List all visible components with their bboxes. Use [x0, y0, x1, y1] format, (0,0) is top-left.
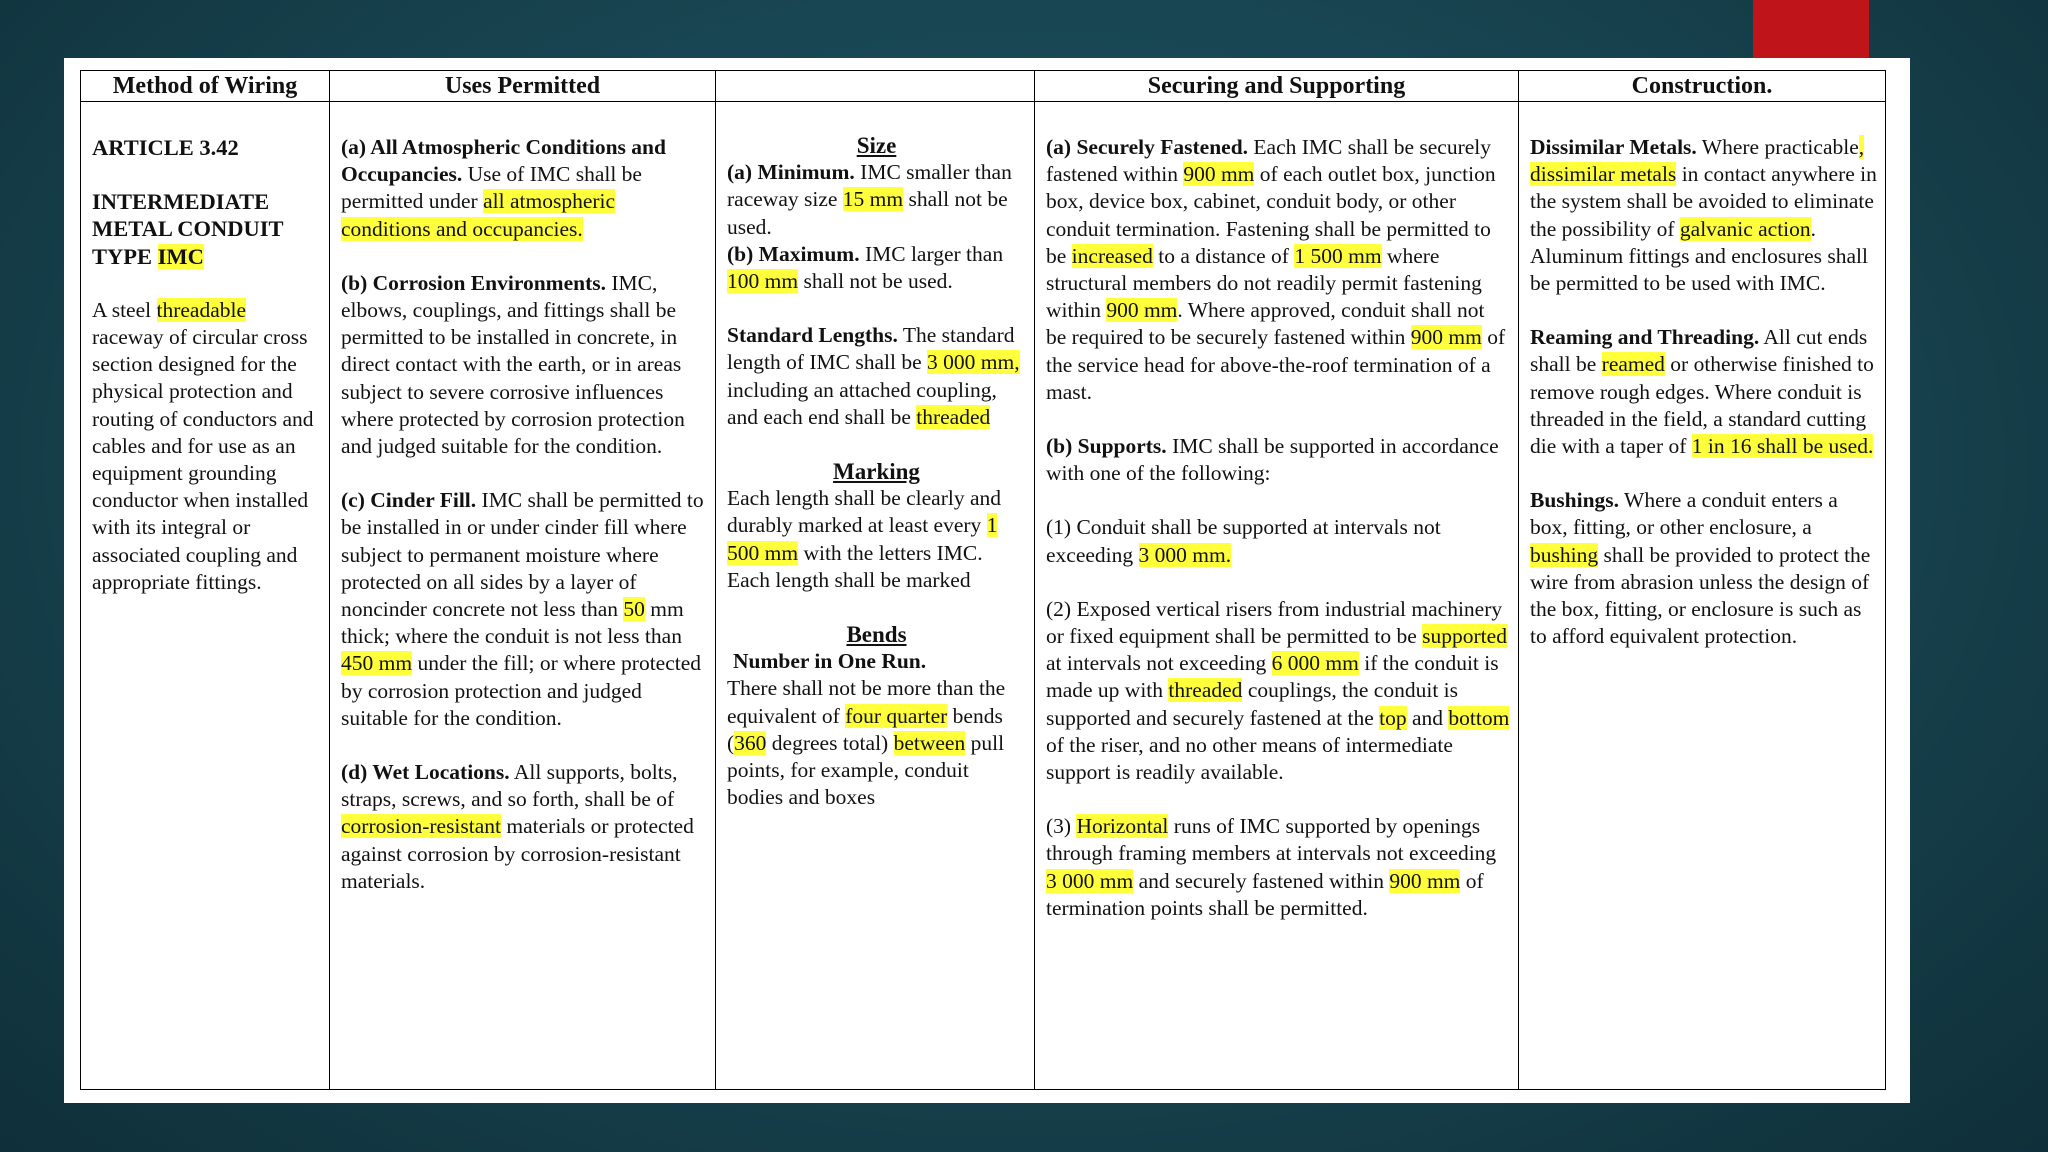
highlight: 15 mm	[842, 187, 904, 212]
header-securing-and-supporting: Securing and Supporting	[1035, 71, 1519, 102]
highlight: 360	[734, 730, 767, 755]
highlight: bottom	[1448, 705, 1510, 730]
wiring-methods-table	[80, 70, 1886, 1090]
table-header-row	[81, 71, 1886, 102]
article-title: INTERMEDIATE METAL CONDUIT TYPE IMC	[92, 189, 284, 269]
highlight: 3 000 mm,	[927, 350, 1020, 375]
bushings: Bushings. Where a conduit enters a box, fitting, or other enclosure, a bushing shall be provided to protect the wire from abrasion unless the design of the box, fitting, or enclosure is such as to afford equivalent protection.	[1530, 488, 1871, 649]
highlight: IMC	[157, 243, 204, 269]
highlight: 900 mm	[1183, 162, 1255, 187]
size-heading: Size	[856, 133, 897, 158]
highlight: 900 mm	[1106, 298, 1178, 323]
highlight: 6 000 mm	[1271, 651, 1359, 676]
highlight: 1 500 mm	[727, 513, 998, 565]
highlight: 3 000 mm	[1046, 868, 1134, 893]
highlight: threadable	[156, 297, 247, 322]
highlight: threaded	[1168, 678, 1243, 703]
uses-wet-locations: (d) Wet Locations. All supports, bolts, straps, screws, and so forth, shall be of corrosion-resistant materials or protected against corrosion by corrosion-resistant materials.	[341, 760, 694, 893]
highlight: reamed	[1601, 352, 1665, 377]
highlight: , dissimilar metals	[1530, 135, 1865, 187]
support-option-2: (2) Exposed vertical risers from industrial machinery or fixed equipment shall be permitted to be supported at intervals not exceeding 6 000 mm if the conduit is made up with threaded couplings, the conduit is supported and securely fastened at the top and bottom of the riser, and no other means of intermediate support is readily available.	[1046, 596, 1510, 785]
highlight: 3 000 mm.	[1138, 542, 1232, 567]
securely-fastened: (a) Securely Fastened. Each IMC shall be securely fastened within 900 mm of each outlet box, junction box, device box, cabinet, conduit body, or other conduit termination. Fastening shall be permitted to be increased to a distance of 1 500 mm where structural members do not readily permit fastening within 900 mm. Where approved, conduit shall not be required to be securely fastened within 900 mm of the service head for above-the-roof termination of a mast.	[1046, 135, 1506, 404]
marking-heading: Marking	[833, 459, 920, 485]
highlight: 100 mm	[727, 269, 799, 294]
standard-lengths: Standard Lengths. The standard length of IMC shall be 3 000 mm, including an attached coupling, and each end shall be threaded	[727, 323, 1020, 429]
marking-text: Each length shall be clearly and durably marked at least every 1 500 mm with the letters IMC. Each length shall be marked	[727, 486, 1002, 592]
support-option-1: (1) Conduit shall be supported at intervals not exceeding 3 000 mm.	[1046, 515, 1441, 567]
bends-text: There shall not be more than the equivalent of four quarter bends (360 degrees total) between pull points, for example, conduit bodies and boxes	[727, 676, 1006, 810]
header-blank	[716, 71, 1035, 102]
highlight: four quarter	[845, 703, 948, 728]
highlight: Horizontal	[1076, 814, 1169, 839]
header-construction: Construction.	[1519, 71, 1886, 102]
uses-atmospheric: (a) All Atmospheric Conditions and Occupancies. Use of IMC shall be permitted under all atmospheric conditions and occupancies.	[341, 135, 666, 241]
method-cell	[81, 102, 330, 1090]
support-option-3: (3) Horizontal runs of IMC supported by openings through framing members at intervals not exceeding 3 000 mm and securely fastened within 900 mm of termination points shall be permitted.	[1046, 814, 1497, 920]
securing-cell	[1035, 102, 1519, 1090]
uses-cinder-fill: (c) Cinder Fill. IMC shall be permitted to be installed in or under cinder fill where subject to permanent moisture where protected on all sides by a layer of noncinder concrete not less than 50 mm thick; where the conduit is not less than 450 mm under the fill; or where protected by corrosion protection and judged suitable for the condition.	[341, 488, 704, 730]
red-accent-bar	[1753, 0, 1869, 58]
highlight: threaded	[916, 404, 991, 429]
highlight: 1 in 16 shall be used.	[1691, 434, 1874, 459]
uses-cell	[330, 102, 716, 1090]
size-maximum: (b) Maximum. IMC larger than 100 mm shall not be used.	[727, 241, 1004, 294]
bends-heading: Bends	[846, 622, 907, 648]
highlight: all atmospheric conditions and occupancies.	[341, 189, 616, 241]
header-method-of-wiring: Method of Wiring	[81, 71, 330, 102]
highlight: top	[1379, 705, 1407, 730]
highlight: 900 mm	[1389, 868, 1461, 893]
bends-run-heading: Number in One Run.	[733, 649, 927, 674]
size-cell	[716, 102, 1035, 1090]
highlight: 450 mm	[341, 651, 413, 676]
highlight: supported	[1422, 624, 1507, 649]
method-description: A steel threadable raceway of circular cross section designed for the physical protection and routing of conductors and cables and for use as an equipment grounding conductor when installed with its integral or associated coupling and appropriate fittings.	[92, 297, 314, 594]
highlight: bushing	[1530, 542, 1599, 567]
highlight: between	[893, 730, 966, 755]
highlight: 1 500 mm	[1294, 243, 1382, 268]
supports: (b) Supports. IMC shall be supported in accordance with one of the following:	[1046, 434, 1499, 486]
highlight: galvanic action	[1679, 216, 1811, 241]
construction-cell	[1519, 102, 1886, 1090]
table-body-row	[81, 102, 1886, 1090]
highlight: 900 mm	[1410, 325, 1482, 350]
reaming-and-threading: Reaming and Threading. All cut ends shall be reamed or otherwise finished to remove rough edges. Where conduit is threaded in the field, a standard cutting die with a taper of 1 in 16 shall be used.	[1530, 325, 1874, 459]
uses-corrosion: (b) Corrosion Environments. IMC, elbows, couplings, and fittings shall be permitted to be installed in concrete, in direct contact with the earth, or in areas subject to severe corrosive influences where protected by corrosion protection and judged suitable for the condition.	[341, 270, 685, 459]
highlight: increased	[1071, 243, 1153, 268]
dissimilar-metals: Dissimilar Metals. Where practicable, dissimilar metals in contact anywhere in the system shall be avoided to eliminate the possibility of galvanic action. Aluminum fittings and enclosures shall be permitted to be used with IMC.	[1530, 135, 1877, 296]
slide-panel	[64, 58, 1910, 1103]
header-uses-permitted: Uses Permitted	[330, 71, 716, 102]
article-number: ARTICLE 3.42	[92, 135, 239, 160]
highlight: corrosion-resistant	[341, 814, 502, 839]
highlight: 50	[623, 597, 645, 622]
size-minimum: (a) Minimum. IMC smaller than raceway size 15 mm shall not be used.	[727, 160, 1012, 239]
